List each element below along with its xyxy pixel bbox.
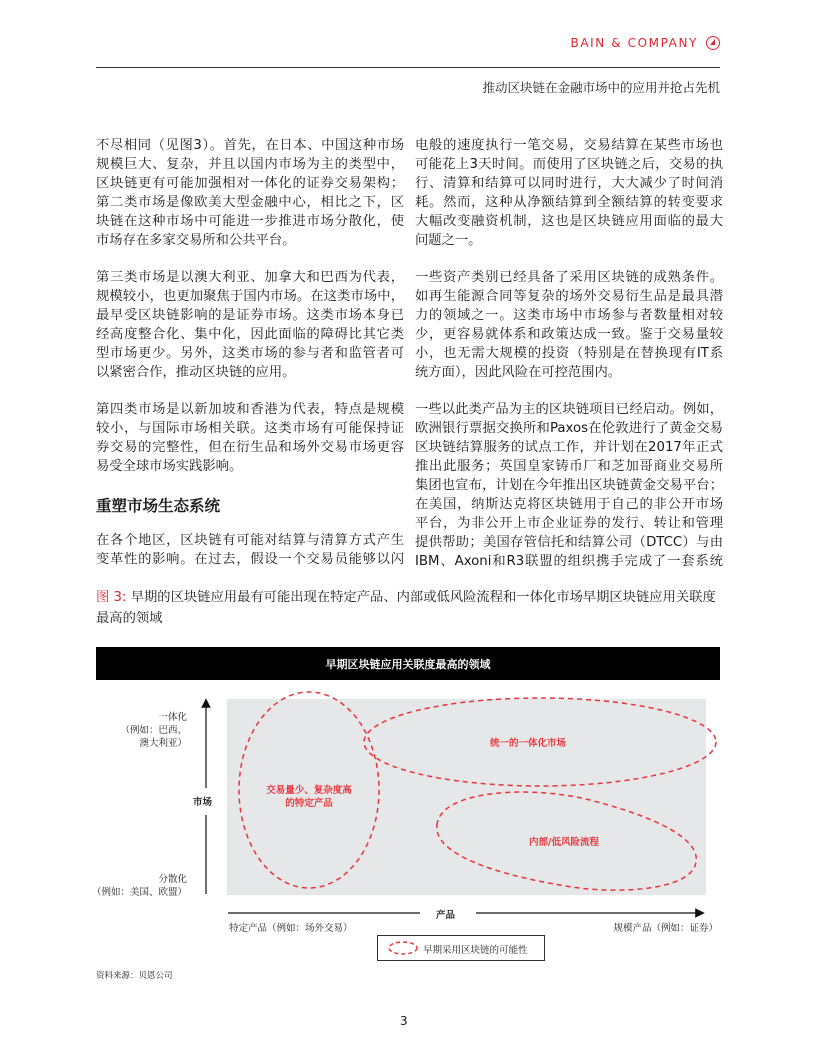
text-line: 问题之一。 (415, 233, 482, 248)
text-line: 经高度整合化、集中化，因此面临的障碍比其它类 (96, 327, 404, 342)
text-line: 第三类市场是以澳大利亚、加拿大和巴西为代表， (96, 270, 404, 285)
y-axis-bottom-labels (92, 873, 187, 899)
figure-label: 图 3: (96, 590, 127, 605)
section-heading: 重塑市场生态系统 (96, 497, 221, 515)
text-line: 少，更容易就体系和政策达成一致。鉴于交易量较 (415, 327, 723, 342)
region-label-internal: 内部/低风险流程 (529, 837, 599, 848)
figure-caption-text: 早期的区块链应用最有可能出现在特定产品、内部或低风险流程和一体化市场早期区块链应用关联度最高的领域 (96, 590, 716, 626)
text-line: 提供帮助；美国存管信托和结算公司（DTCC）与由 (415, 535, 723, 550)
text-line: 在各个地区，区块链有可能对结算与清算方式产生 (96, 533, 404, 548)
text-line: 最早受区块链影响的是证券市场。这类市场本身已 (96, 308, 404, 323)
report-title: 推动区块链在金融市场中的应用并抢占先机 (482, 80, 720, 95)
y-bottom-example: （例如：美国、欧盟） (91, 887, 187, 898)
y-axis-label: 市场 (193, 797, 213, 808)
region-label-specific-line2: 的特定产品 (285, 798, 333, 809)
page-number: 3 (400, 1014, 408, 1028)
text-line: 一些以此类产品为主的区块链项目已经启动。例如， (415, 402, 723, 417)
text-line: 推出此服务；英国皇家铸币厂和芝加哥商业交易所 (415, 459, 723, 474)
text-line: 易受全球市场实践影响。 (96, 459, 243, 474)
legend-label: 早期采用区块链的可能性 (423, 945, 528, 956)
x-axis-left-label: 特定产品（例如：场外交易） (229, 923, 353, 934)
text-line: 统方面），因此风险在可控范围内。 (415, 365, 622, 380)
y-bottom-label: 分散化 (158, 874, 187, 885)
text-line: 区块链结算服务的试点工作，并计划在2017年正式 (415, 440, 723, 455)
figure-title: 早期区块链应用关联度最高的领域 (325, 657, 491, 671)
text-line: 第四类市场是以新加坡和香港为代表，特点是规模 (96, 402, 404, 417)
text-line: 耗。然而，这种从净额结算到全额结算的转变要求 (415, 195, 723, 210)
y-top-example: （例如：巴西、 (120, 725, 187, 736)
text-line: 市场存在多家交易所和公共平台。 (96, 233, 296, 248)
text-line: 欧洲银行票据交换所和Paxos在伦敦进行了黄金交易 (415, 421, 723, 436)
text-line: 行、清算和结算可以同时进行，大大减少了时间消 (415, 176, 723, 191)
source-note: 资料来源：贝恩公司 (96, 971, 173, 981)
brand-name: BAIN & COMPANY (570, 36, 698, 50)
x-axis-right-label: 规模产品（例如：证券） (613, 923, 718, 934)
text-line: 变革性的影响。在过去，假设一个交易员能够以闪 (96, 552, 404, 567)
text-line: 券交易的完整性，但在衍生品和场外交易市场更容 (96, 440, 404, 455)
region-label-specific-line1: 交易量少、复杂度高 (266, 785, 352, 796)
text-line: 集团也宣布，计划在今年推出区块链黄金交易平台； (415, 478, 723, 493)
text-line: IBM、Axoni和R3联盟的组织携手完成了一套系统 (415, 554, 723, 569)
text-line: 以紧密合作，推动区块链的应用。 (96, 365, 296, 380)
text-line: 规模较小，也更加聚焦于国内市场。在这类市场中， (96, 289, 404, 304)
text-line: 平台，为非公开上市企业证券的发行、转让和管理 (415, 516, 723, 531)
text-line: 一些资产类别已经具备了采用区块链的成熟条件。 (415, 270, 723, 285)
text-line: 在美国，纳斯达克将区块链用于自己的非公开市场 (415, 497, 723, 512)
text-line: 较小，与国际市场相关联。这类市场有可能保持证 (96, 421, 404, 436)
x-axis-label: 产品 (436, 910, 456, 921)
region-label-unified: 统一的一体化市场 (490, 738, 567, 749)
text-line: 区块链更有可能加强相对一体化的证券交易架构； (96, 176, 404, 191)
text-line: 电般的速度执行一笔交易，交易结算在某些市场也 (415, 138, 723, 153)
text-line: 力的领域之一。这类市场中市场参与者数量相对较 (415, 308, 723, 323)
text-line: 不尽相同（见图3）。首先，在日本、中国这种市场 (96, 138, 404, 153)
y-axis-top-labels (120, 711, 187, 750)
text-line: 小，也无需大规模的投资（特别是在替换现有IT系 (415, 346, 723, 361)
text-line: 如再生能源合同等复杂的场外交易衍生品是最具潜 (415, 289, 723, 304)
y-top-example-2: 澳大利亚） (139, 738, 187, 749)
text-line: 型市场更少。另外，这类市场的参与者和监管者可 (96, 346, 404, 361)
region-label-specific (249, 784, 369, 810)
y-top-label: 一体化 (158, 712, 187, 723)
text-line: 第二类市场是像欧美大型金融中心，相比之下，区 (96, 195, 404, 210)
text-line: 规模巨大、复杂，并且以国内市场为主的类型中， (96, 157, 404, 172)
text-line: 块链在这种市场中可能进一步推进市场分散化，使 (96, 214, 404, 229)
text-line: 可能花上3天时间。而使用了区块链之后，交易的执 (415, 157, 723, 172)
text-line: 大幅改变融资机制，这也是区块链应用面临的最大 (415, 214, 723, 229)
